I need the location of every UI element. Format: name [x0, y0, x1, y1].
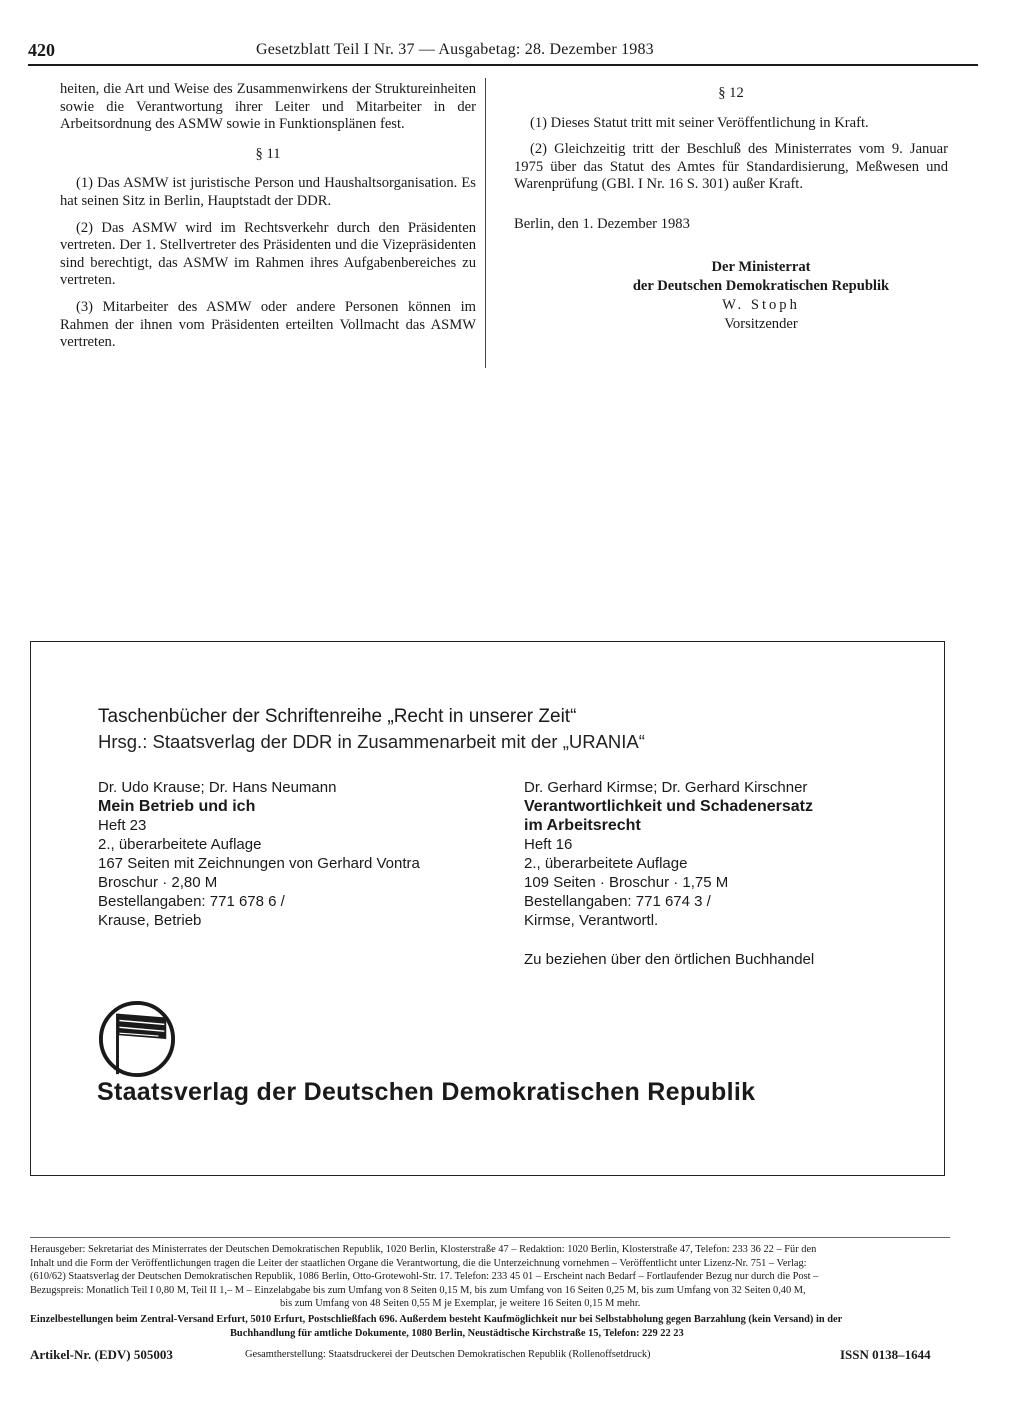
book-detail: Heft 23 — [98, 817, 147, 834]
paragraph-11-1: (1) Das ASMW ist juristische Person und Haushaltsorganisation. Es hat seinen Sitz in Berlin, Hauptstadt der DDR. — [60, 175, 476, 209]
paragraph-12-1: (1) Dieses Statut tritt mit seiner Veröffentlichung in Kraft. — [530, 114, 869, 131]
imprint-line: Inhalt und die Form der Veröffentlichungen tragen die Leiter der staatlichen Organe die Verantwortung, die die Unterzeichnung vornehmen – Veröffentlicht unter Lizenz-Nr. 751 – Verlag: — [30, 1257, 807, 1269]
book-listing — [98, 778, 498, 930]
signatory-name: W. Stoph — [722, 296, 800, 313]
issn: ISSN 0138–1644 — [840, 1347, 931, 1362]
book-detail: 109 Seiten · Broschur · 1,75 M — [524, 874, 729, 891]
paragraph-12-2: (2) Gleichzeitig tritt der Beschluß des Ministerrates vom 9. Januar 1975 über das Statut des Amtes für Standardisierung, Meßwesen und Warenprüfung (GBl. I Nr. 16 S. 301) außer Kraft. — [514, 141, 948, 193]
book-title: Verantwortlichkeit und Schadenersatz — [524, 798, 813, 815]
availability-note: Zu beziehen über den örtlichen Buchhandel — [524, 951, 815, 968]
signatory-role: Vorsitzender — [724, 315, 798, 332]
book-listing — [524, 778, 924, 930]
book-title-continued: im Arbeitsrecht — [524, 817, 641, 834]
footer-rule — [30, 1237, 950, 1238]
book-detail: Bestellangaben: 771 678 6 / — [98, 893, 285, 910]
paragraph-11-3: (3) Mitarbeiter des ASMW oder andere Personen können im Rahmen der ihnen vom Präsidenten erteilten Vollmacht das ASMW vertreten. — [60, 298, 476, 351]
book-detail: 167 Seiten mit Zeichnungen von Gerhard Vontra — [98, 855, 420, 872]
imprint-line: bis zum Umfang von 48 Seiten 0,55 M je Exemplar, je weitere 16 Seiten 0,15 M mehr. — [280, 1298, 641, 1310]
book-authors: Dr. Gerhard Kirmse; Dr. Gerhard Kirschner — [524, 779, 808, 796]
advertisement-title: Taschenbücher der Schriftenreihe „Recht in unserer Zeit“ — [98, 706, 577, 727]
book-authors: Dr. Udo Krause; Dr. Hans Neumann — [98, 779, 337, 796]
book-detail: Bestellangaben: 771 674 3 / — [524, 893, 711, 910]
imprint — [30, 1243, 960, 1340]
page-number: 420 — [28, 40, 55, 60]
imprint-line: Bezugspreis: Monatlich Teil I 0,80 M, Teil II 1,– M – Einzelabgabe bis zum Umfang von 8 Seiten 0,15 M, bis zum Umfang von 16 Seiten 0,25 M, bis zum Umfang von 32 Seiten 0,40 M, — [30, 1284, 806, 1296]
right-column — [514, 81, 948, 334]
book-detail: Krause, Betrieb — [98, 912, 202, 929]
signature-block — [574, 258, 948, 334]
publisher-name: Staatsverlag der Deutschen Demokratischen Republik — [97, 1078, 756, 1106]
header-rule — [28, 64, 978, 66]
book-detail: Broschur · 2,80 M — [98, 874, 218, 891]
book-detail: 2., überarbeitete Auflage — [98, 836, 262, 853]
article-number: Artikel-Nr. (EDV) 505003 — [30, 1347, 173, 1362]
advertisement-subtitle: Hrsg.: Staatsverlag der DDR in Zusammenarbeit mit der „URANIA“ — [98, 731, 645, 752]
book-detail: Kirmse, Verantwortl. — [524, 912, 659, 929]
left-column — [60, 81, 476, 361]
signature-line-2: der Deutschen Demokratischen Republik — [632, 277, 890, 294]
book-title: Mein Betrieb und ich — [98, 798, 256, 815]
paragraph-11-2: (2) Das ASMW wird im Rechtsverkehr durch den Präsidenten vertreten. Der 1. Stellvertreter des Präsidenten und die Vizepräsidenten sind berechtigt, das ASMW im Rahmen ihres Aufgabenbereiches zu vertreten. — [60, 219, 476, 289]
place-date: Berlin, den 1. Dezember 1983 — [514, 215, 690, 232]
imprint-line: Herausgeber: Sekretariat des Ministerrates der Deutschen Demokratischen Republik, 1020 Berlin, Klosterstraße 47 – Redaktion: 1020 Berlin, Klosterstraße 47, Telefon: 233 36 22 – Für den — [30, 1244, 817, 1255]
publisher-logo-icon — [98, 1000, 176, 1078]
signature-line-1: Der Ministerrat — [711, 258, 811, 275]
book-detail: Heft 16 — [524, 836, 573, 853]
running-head: Gesetzblatt Teil I Nr. 37 — Ausgabetag: 28. Dezember 1983 — [256, 41, 654, 58]
imprint-order-info: Buchhandlung für amtliche Dokumente, 1080 Berlin, Neustädtische Kirchstraße 15, Telefon: 229 22 23 — [230, 1327, 684, 1339]
section-heading-12: § 12 — [718, 85, 744, 101]
paragraph-continued: heiten, die Art und Weise des Zusammenwirkens der Struktureinheiten sowie die Verantwortung ihrer Leiter und Mitarbeiter in der Arbeitsordnung des ASMW sowie in Funktionsplänen fest. — [60, 81, 476, 133]
printer-line: Gesamtherstellung: Staatsdruckerei der Deutschen Demokratischen Republik (Rollenoffsetdruck) — [245, 1349, 651, 1360]
imprint-order-info: Einzelbestellungen beim Zentral-Versand Erfurt, 5010 Erfurt, Postschließfach 696. Außerdem besteht Kaufmöglichkeit nur bei Selbstabholung gegen Barzahlung (kein Versand) in der — [30, 1313, 843, 1325]
book-detail: 2., überarbeitete Auflage — [524, 855, 688, 872]
section-heading-11: § 11 — [255, 145, 281, 162]
column-divider — [485, 78, 486, 368]
imprint-line: (610/62) Staatsverlag der Deutschen Demokratischen Republik, 1086 Berlin, Otto-Grotewohl-Str. 17. Telefon: 233 45 01 – Erscheint nach Bedarf – Fortlaufender Bezug nur durch die Post – — [30, 1271, 819, 1283]
